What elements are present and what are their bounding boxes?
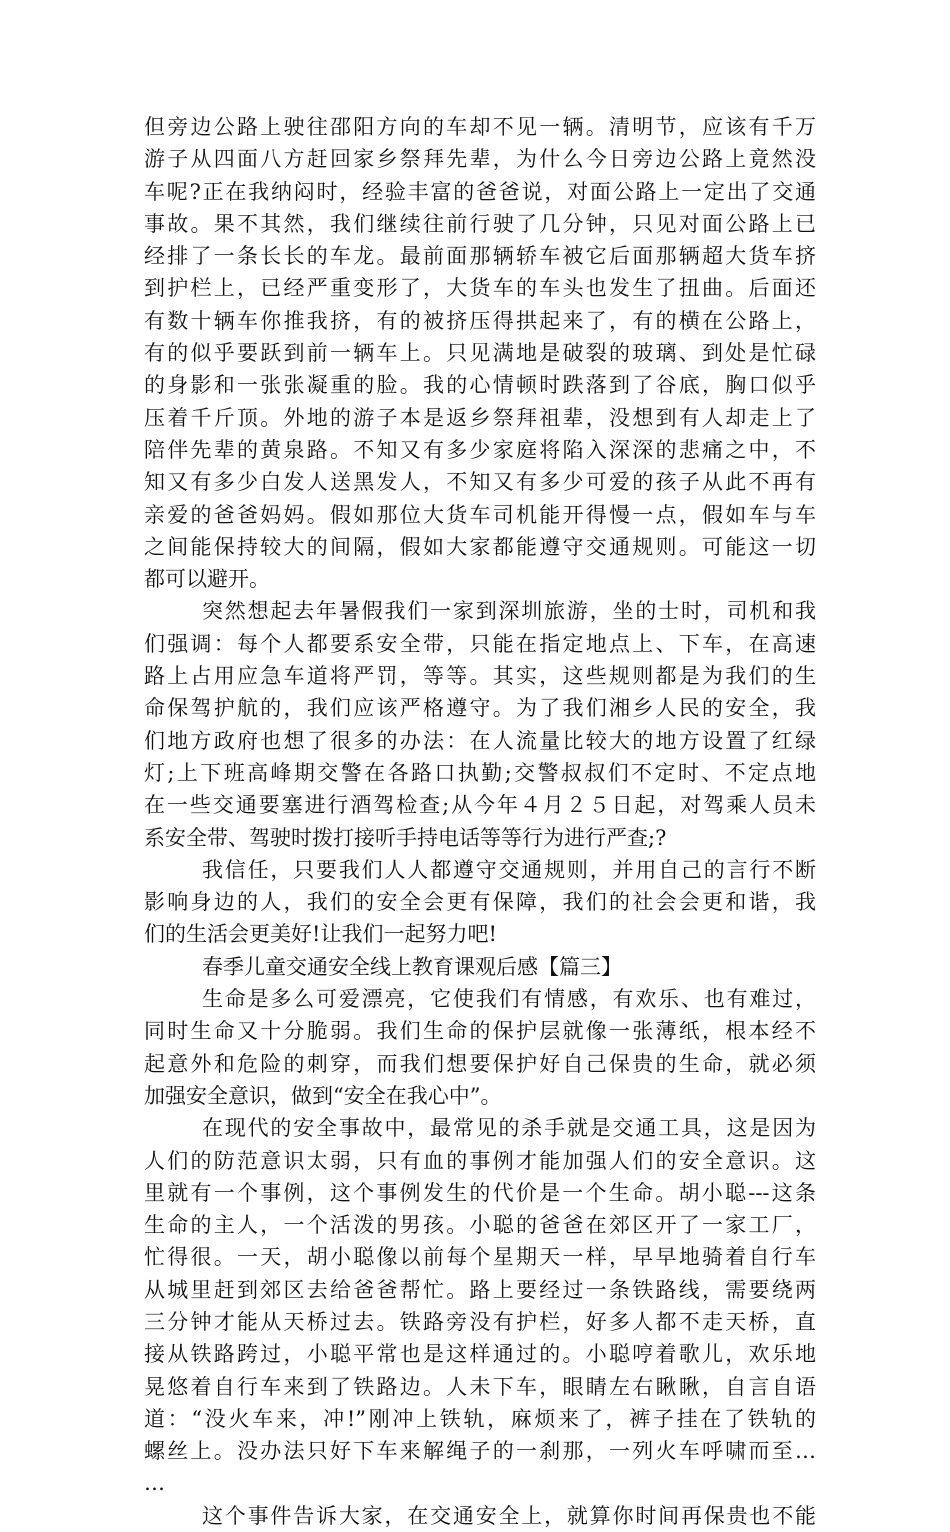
text-line: 加强安全意识，做到“安全在我心中”。 xyxy=(144,1083,502,1108)
text-line: 螺丝上。没办法只好下车来解绳子的一刹那，一列火车呼啸而至… xyxy=(144,1439,816,1464)
text-line: 路上占用应急车道将严罚，等等。其实，这些规则都是为我们的生 xyxy=(144,664,816,689)
text-line: 三分钟才能从天桥过去。铁路旁没有护栏，好多人都不走天桥，直 xyxy=(144,1309,816,1334)
section-heading: 春季儿童交通安全线上教育课观后感【篇三】 xyxy=(202,954,622,979)
text-line: 生命的主人，一个活泼的男孩。小聪的爸爸在郊区开了一家工厂， xyxy=(144,1213,816,1238)
text-line: 道：“没火车来，冲!”刚冲上铁轨，麻烦来了，裤子挂在了铁轨的 xyxy=(144,1406,816,1431)
text-line: 命保驾护航的，我们应该严格遵守。为了我们湘乡人民的安全，我 xyxy=(144,696,816,721)
body-text xyxy=(144,111,816,1532)
text-line: 有的似乎要跃到前一辆车上。只见满地是破裂的玻璃、到处是忙碌 xyxy=(144,341,816,366)
text-line: 起意外和危险的刺穿，而我们想要保护好自己保贵的生命，就必须 xyxy=(144,1051,816,1076)
text-line: 们强调：每个人都要系安全带，只能在指定地点上、下车，在高速 xyxy=(144,631,816,656)
text-line: 生命是多么可爱漂亮，它使我们有情感，有欢乐、也有难过， xyxy=(202,987,816,1012)
text-line: 的身影和一张张凝重的脸。我的心情顿时跌落到了谷底，胸口似乎 xyxy=(144,373,816,398)
text-line: 之间能保持较大的间隔，假如大家都能遵守交通规则。可能这一切 xyxy=(144,534,816,559)
text-line: 游子从四面八方赶回家乡祭拜先辈，为什么今日旁边公路上竟然没 xyxy=(144,147,816,172)
text-line: 事故。果不其然，我们继续往前行驶了几分钟，只见对面公路上已 xyxy=(144,211,816,236)
text-line: 影响身边的人，我们的安全会更有保障，我们的社会会更和谐，我 xyxy=(144,890,816,915)
text-line: 们的生活会更美好!让我们一起努力吧! xyxy=(144,922,497,947)
text-line: 但旁边公路上驶往邵阳方向的车却不见一辆。清明节，应该有千万 xyxy=(144,115,816,139)
text-line: … xyxy=(144,1471,165,1496)
text-line: 都可以避开。 xyxy=(144,567,270,592)
text-line: 我信任，只要我们人人都遵守交通规则，并用自己的言行不断 xyxy=(202,857,816,882)
text-line: 灯;上下班高峰期交警在各路口执勤;交警叔叔们不定时、不定点地 xyxy=(144,760,816,785)
text-line: 有数十辆车你推我挤，有的被挤压得拱起来了，有的横在公路上， xyxy=(144,308,816,333)
text-line: 这个事件告诉大家，在交通安全上，就算你时间再保贵也不能 xyxy=(202,1503,816,1528)
text-line: 同时生命又十分脆弱。我们生命的保护层就像一张薄纸，根本经不 xyxy=(144,1019,816,1044)
text-line: 压着千斤顶。外地的游子本是返乡祭拜祖辈，没想到有人却走上了 xyxy=(144,405,816,430)
text-line: 陪伴先辈的黄泉路。不知又有多少家庭将陷入深深的悲痛之中，不 xyxy=(144,437,816,462)
text-line: 在一些交通要塞进行酒驾检查;从今年４月２５日起，对驾乘人员未 xyxy=(144,793,816,818)
text-line: 亲爱的爸爸妈妈。假如那位大货车司机能开得慢一点，假如车与车 xyxy=(144,502,816,527)
text-line: 车呢?正在我纳闷时，经验丰富的爸爸说，对面公路上一定出了交通 xyxy=(144,179,816,204)
text-line: 突然想起去年暑假我们一家到深圳旅游，坐的士时，司机和我 xyxy=(202,599,816,624)
text-line: 知又有多少白发人送黑发人，不知又有多少可爱的孩子从此不再有 xyxy=(144,470,816,495)
text-line: 到护栏上，已经严重变形了，大货车的车头也发生了扭曲。后面还 xyxy=(144,276,816,301)
text-line: 经排了一条长长的车龙。最前面那辆轿车被它后面那辆超大货车挤 xyxy=(144,244,816,269)
text-line: 忙得很。一天，胡小聪像以前每个星期天一样，早早地骑着自行车 xyxy=(144,1245,816,1270)
text-line: 系安全带、驾驶时拨打接听手持电话等等行为进行严查;? xyxy=(144,825,667,850)
text-line: 人们的防范意识太弱，只有血的事例才能加强人们的安全意识。这 xyxy=(144,1148,816,1173)
text-line: 们地方政府也想了很多的办法：在人流量比较大的地方设置了红绿 xyxy=(144,728,816,753)
text-line: 晃悠着自行车来到了铁路边。人未下车，眼睛左右瞅瞅，自言自语 xyxy=(144,1374,816,1399)
text-line: 里就有一个事例，这个事例发生的代价是一个生命。胡小聪---这条 xyxy=(144,1180,816,1205)
text-line: 从城里赶到郊区去给爸爸帮忙。路上要经过一条铁路线，需要绕两 xyxy=(144,1277,816,1302)
text-line: 在现代的安全事故中，最常见的杀手就是交通工具，这是因为 xyxy=(202,1116,816,1141)
text-line: 接从铁路跨过，小聪平常也是这样通过的。小聪哼着歌儿，欢乐地 xyxy=(144,1342,816,1367)
